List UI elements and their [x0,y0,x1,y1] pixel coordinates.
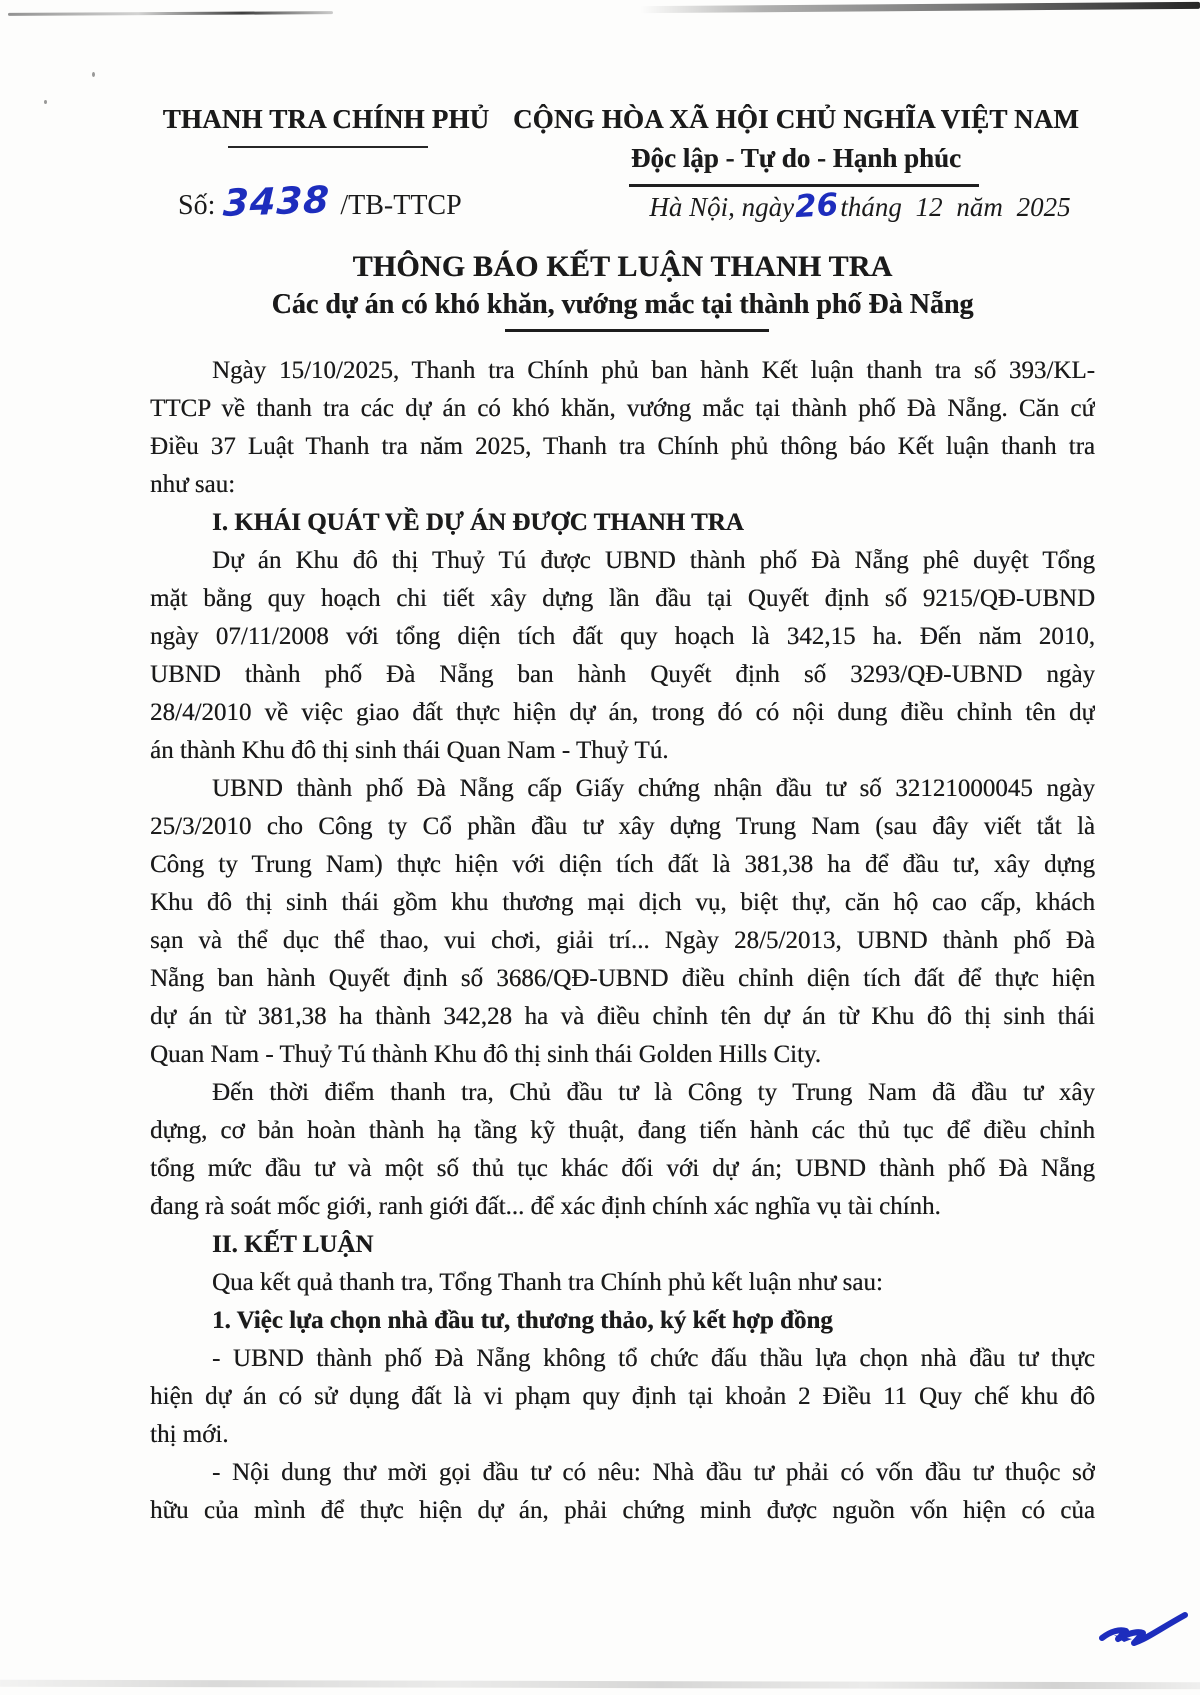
text-line: Nẵng ban hành Quyết định số 3686/QĐ-UBND điều chỉnh diện tích đất để thực hiện [150,965,1095,992]
text-line: 28/4/2010 về việc giao đất thực hiện dự án, trong đó có nội dung điều chỉnh tên dự [150,699,1095,726]
text-line: dựng, cơ bản hoàn thành hạ tầng kỹ thuật, đang tiến hành các thủ tục để điều chỉnh [150,1117,1095,1144]
text-line: hữu của mình để thực hiện dự án, phải chứng minh được nguồn vốn hiện có của [150,1497,1095,1524]
subsection-heading-investor-selection: 1. Việc lựa chọn nhà đầu tư, thương thảo, ký kết hợp đồng [212,1307,833,1334]
title-underline [505,329,769,332]
title-block [150,250,1095,332]
place-date-line [620,186,1100,226]
text-line: thị mới. [150,1421,229,1448]
scan-artifact-line-top-left [8,11,333,16]
text-line: Quan Nam - Thuỷ Tú thành Khu đô thị sinh thái Golden Hills City. [150,1041,822,1068]
document-title: THÔNG BÁO KẾT LUẬN THANH TRA [352,250,893,283]
scan-speck [44,100,47,104]
org-name-underline [228,146,428,148]
scan-artifact-line-top-right [640,2,1200,13]
text-line: UBND thành phố Đà Nẵng cấp Giấy chứng nhận đầu tư số 32121000045 ngày [212,775,1095,802]
text-line: Khu đô thị sinh thái gồm khu thương mại dịch vụ, biệt thự, căn hộ cao cấp, khách [150,889,1095,916]
text-line: tổng mức đầu tư và một số thủ tục khác đối với dự án; UBND thành phố Đà Nẵng [150,1155,1095,1182]
document-number-line [178,178,462,225]
motto-underline [629,184,979,187]
place-date-prefix: Hà Nội, ngày [649,192,795,222]
doc-number-prefix: Số: [178,190,216,221]
text-line: UBND thành phố Đà Nẵng ban hành Quyết định số 3293/QĐ-UBND ngày [150,661,1095,688]
doc-number-suffix: /TB-TTCP [340,190,462,221]
text-line: - UBND thành phố Đà Nẵng không tổ chức đấu thầu lựa chọn nhà đầu tư thực [212,1345,1095,1372]
scan-artifact-band-bottom [0,1680,1200,1690]
national-title: CỘNG HÒA XÃ HỘI CHỦ NGHĨA VIỆT NAM [512,104,1080,134]
text-line: như sau: [150,471,236,498]
section-heading-conclusion: II. KẾT LUẬN [212,1231,374,1258]
section-heading-overview: I. KHÁI QUÁT VỀ DỰ ÁN ĐƯỢC THANH TRA [212,509,744,536]
text-line: TTCP về thanh tra các dự án có khó khăn, vướng mắc tại thành phố Đà Nẵng. Căn cứ [150,395,1095,422]
text-line: án thành Khu đô thị sinh thái Quan Nam - Thuỷ Tú. [150,737,669,764]
ink-paraph-mark [1098,1608,1190,1652]
date-day-handwritten-value: 26 [794,186,840,226]
text-line: Ngày 15/10/2025, Thanh tra Chính phủ ban hành Kết luận thanh tra số 393/KL- [212,357,1095,384]
text-line: dự án từ 381,38 ha thành 342,28 ha và điều chỉnh tên dự án từ Khu đô thị sinh thái [150,1003,1095,1030]
text-line: 25/3/2010 cho Công ty Cổ phần đầu tư xây dựng Trung Nam (sau đây viết tắt là [150,813,1095,840]
text-line: Qua kết quả thanh tra, Tổng Thanh tra Chính phủ kết luận như sau: [212,1269,883,1296]
issuing-org-name: THANH TRA CHÍNH PHỦ [162,104,490,134]
document-subtitle: Các dự án có khó khăn, vướng mắc tại thành phố Đà Nẵng [271,289,974,320]
text-line: sạn và thể dục thể thao, vui chơi, giải trí... Ngày 28/5/2013, UBND thành phố Đà [150,927,1095,954]
text-line: đang rà soát mốc giới, ranh giới đất... để xác định chính xác nghĩa vụ tài chính. [150,1193,941,1220]
document-body [150,352,1095,1530]
text-line: Đến thời điểm thanh tra, Chủ đầu tư là Công ty Trung Nam đã đầu tư xây [212,1079,1095,1106]
scan-speck [92,72,95,77]
text-line: Điều 37 Luật Thanh tra năm 2025, Thanh tra Chính phủ thông báo Kết luận thanh tra [150,433,1095,460]
text-line: Dự án Khu đô thị Thuỷ Tú được UBND thành phố Đà Nẵng phê duyệt Tổng [212,547,1095,574]
text-line: mặt bằng quy hoạch chi tiết xây dựng lần đầu tại Quyết định số 9215/QĐ-UBND [150,585,1095,612]
text-line: hiện dự án có sử dụng đất là vi phạm quy định tại khoản 2 Điều 11 Quy chế khu đô [150,1383,1095,1410]
place-date-suffix: tháng 12 năm 2025 [840,192,1071,222]
text-line: ngày 07/11/2008 với tổng diện tích đất quy hoạch là 342,15 ha. Đến năm 2010, [150,623,1095,650]
text-line: - Nội dung thư mời gọi đầu tư có nêu: Nhà đầu tư phải có vốn đầu tư thuộc sở [212,1459,1095,1486]
doc-number-handwritten-value: 3438 [222,178,332,225]
text-line: Công ty Trung Nam) thực hiện với diện tích đất là 381,38 ha để đầu tư, xây dựng [150,851,1095,878]
national-motto: Độc lập - Tự do - Hạnh phúc [630,143,962,173]
